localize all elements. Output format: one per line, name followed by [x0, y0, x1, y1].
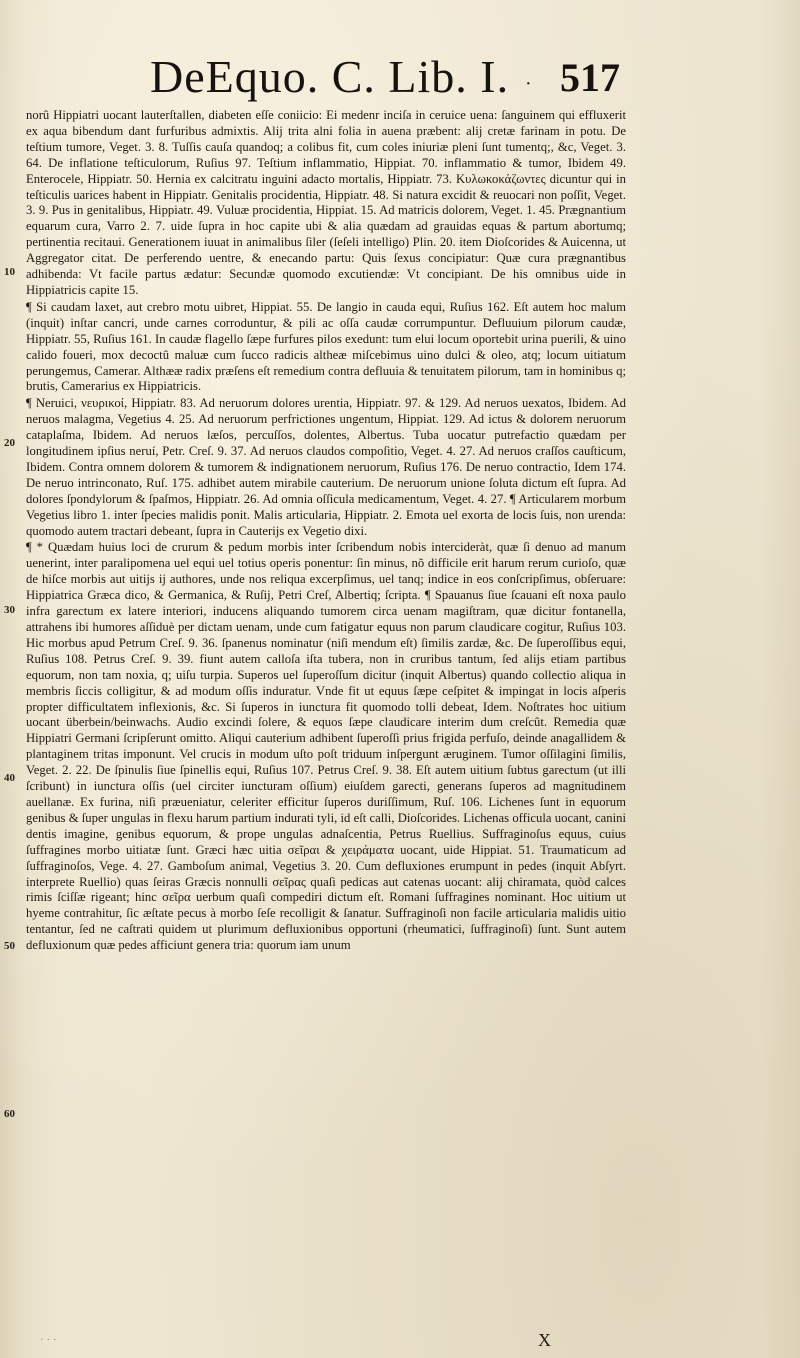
- signature-mark: X: [538, 1330, 551, 1350]
- margin-line-number: 20: [4, 437, 15, 449]
- page-number: 517: [560, 55, 620, 100]
- header-dot: ·: [525, 73, 532, 95]
- margin-line-number: 40: [4, 772, 15, 784]
- paragraph: norû Hippiatri uocant lauterſtallen, diabeten eſſe coniicio: Ei medenr inciſa in ceruice uena: ſanguinem qui effluxerit ex aqua bibendum dant furfuribus admixtis. Alij trita alni folia in auena præbent: alij cretæ farinam in potu. De teſtium tumore, Veget. 3. 8. Tuſſis cauſa quandoq; a colibus fit, cum coles iniuriæ pleni ſunt tumentq;, &c, Veget. 3. 64. De inflatione teſticulorum, Ruſius 97. Teſtium inflammatio, Hippiat. 70. inflammatio & tumor, Ibidem 49. Enterocele, Hippiatr. 50. Hernia ex calcitratu inguini adacto mortalis, Hippiatr. 73. Κυλωκοκάζωντες dicuntur qui in teſticulis uarices habent in Hippiatr. Genitalis procidentia, Hippiatr. 48. Si natura excidit & reuocari non poſſit, Veget. 3. 9. Pus in genitalibus, Hippiatr. 49. Vuluæ procidentia, Hippiat. 15. Ad matricis dolorem, Veget. 1. 45. Prægnantium equarum cura, Varro 2. 7. uide ſupra in hoc capite ubi & alia quædam ad grauidas equas & partum abortumq; pertinentia recitaui. Generationem iuuat in animalibus ſiler (ſeſeli intelligo) Plin. 20. item Dioſcorides & Auicenna, ut Aggregator citat. De perferendo uentre, & enecando partu: Quis ſexus concipiatur: Quæ cura prægnantibus adhibenda: Vt facile partus ædatur: Secundæ quomodo excutiendæ: Vt concipiant. De his omnibus uide in Hippiatricis capite 15.: [26, 108, 626, 297]
- paragraph: ¶ Neruici, νευρικοί, Hippiatr. 83. Ad neruorum dolores urentia, Hippiatr. 97. & 129. Ad neruos uexatos, Ibidem. Ad neruos malagma, Vegetius 4. 25. Ad neruorum perfrictiones ungentum, Hippiat. 129. Ad ictus & dolorem neruorum cataplaſma, Ibidem. Ad neruos læſos, percuſſos, dolentes, Albertus. Tuba uocatur putrefactio quædam per longitudinem ipſius neruí, Petr. Creſ. 9. 37. Ad neruos claudos compoſitio, Veget. 4. 27. Ad neruos craſſos cauſticum, Ibidem. Contra omnem dolorem & tumorem & indignationem neruorum, Ruſius 176. De neruo contractio, Idem 174. De neruo intrinconato, Ruſ. 175. adhibet autem mirabile cauterium. De neruorum unione ſoluta dictum eſt ſupra. Ad dolores ſpondylorum & ſpaſmos, Hippiatr. 26. Ad omnia oſſicula medicamentum, Veget. 4. 27. ¶ Articularem morbum Vegetius libro 1. inter ſpecies malidis ponit. Malis articularia, Hippiatr. 2. Emota uel exorta de locis ſuis, non urenda: quomodo autem tractari debeant, ſupra in Cauterijs ex Vegetio dixi.: [26, 396, 626, 538]
- margin-line-number: 50: [4, 940, 15, 952]
- paragraph: ¶ Si caudam laxet, aut crebro motu uibret, Hippiat. 55. De langio in cauda equi, Ruſius 162. Eſt autem hoc malum (inquit) inſtar cancri, unde carnes corroduntur, & pili ac oſſa caudæ corrumpuntur. Defluuium pilorum caudæ, Hippiatr. 55, Ruſius 161. In caudæ flagello ſæpe furfures pilos exedunt: tum elui locum oportebit urina puerili, & uino calido foueri, mox decoctû maluæ cum ſucco radicis altheæ miſcebimus uino dulci & oleo, atq; locum uitiatum perungemus, Camerar. Althææ radix præſens eſt remedium contra defluuia & tenuitatem pilorum, tam in hominibus q; brutis, Camerarius ex Hippiatricis.: [26, 299, 626, 394]
- corner-mark: · · ·: [40, 1334, 57, 1346]
- running-title: DeEquo. C. Lib. I.: [150, 51, 510, 102]
- margin-line-number: 30: [4, 604, 15, 616]
- body-text: [26, 108, 626, 955]
- margin-line-number: 60: [4, 1108, 15, 1120]
- margin-line-number: 10: [4, 266, 15, 278]
- page-header: [150, 48, 630, 106]
- paragraph: ¶ * Quædam huius loci de crurum & pedum morbis inter ſcribendum nobis intercideràt, quæ ſi denuo ad manum uenerint, inter paralipomena uel equi uel totius operis ponentur: ſin minus, nõ difficile erit harum rerum curioſo, quæ de hiſce morbis aut uitijs ij authores, unde nos reliqua excerpſimus, uel tanq; indice in eos conſcripſimus, obſeruare: Hippiatrica Græca dico, & Germanica, & Ruſij, Petri Creſ, Albertiq; ſcripta. ¶ Spauanus ſiue ſcauani eſt noxa paulo infra garectum ex latere interiori, inducens aliquando tumorem circa uenam magiſtram, quæ dicitur fontanella, attrahens ibi humores aſſiduè per dictam uenam, unde cum fatigatur equus non parum claudicare cogitur, Ruſius 103. Hic morbus apud Petrum Creſ. 9. 36. ſpanenus nominatur (niſi mendum eſt) ſimilis zardæ, &c. De ſuperoſſibus equi, Ruſius 108. Petrus Creſ. 9. 39. fiunt autem calloſa iſta tubera, non in cruribus tantum, ſed alijs etiam partibus equorum, non tam noxia, q; uiſu turpia. Superos uel ſuperoſſum dicitur (inquit Albertus) quando collectio aliqua in membris ſiccis colligitur, & ad modum oſſis induratur. Vnde fit ut equus ſæpe ceſpitet & impingat in locis aſperis propter difficultatem inflexionis, &c. Si ſuperos in iunctura fit quomodo tolli debeat, Idem. Noſtrates hoc uitium uocant überbein/beinwachs. Audio excindi ſolere, & equos ſæpe claudicare interim dum creſcût. Remedia quæ Hippiatri Germani ſcripſerunt omitto. Aliqui cauterium adhibent ſuperoſſi prius frigida perfuſo, deinde anagallidem & plantaginem tritas imponunt. Vel crucis in modum uſto poſt triduum inſpergunt æruginem. Tumor oſſilagini ſimilis, Veget. 2. 22. De ſpinulis ſiue ſpinellis equi, Ruſius 107. Petrus Creſ. 9. 38. Eſt autem uitium ſubtus garectum (ut illi ſcribunt) in iunctura oſſis (uel circiter iuncturam oſſium) eiuſdem garecti, generans ſuperos ad magnitudinem auellanæ. Ex furina, niſi præueniatur, celeriter efficitur ſuperos duriſſimum, Ruſ. 106. Lichenes ſunt in equorum genibus & ſuper ungulas in flexu harum partium indurati tyli, id eſt calli, Dioſcorides. Lichenas officula uocant, canini dentis imagine, genibus equorum, & prope ungulas adnaſcentia, Petrus Ruellius. Suffraginoſus equus, cuius ſuffragines morbo uitiatæ ſunt. Græci hæc uitia σεῖραι & χειράματα uocant, uide Hippiat. 51. Traumaticum ad ſuffraginoſos, Vege. 4. 27. Gamboſum animal, Vegetius 3. 20. Cum defluxiones erumpunt in pedes (inquit Abſyrt. interprete Ruellio) quas ſeiras Græcis nonnulli σεῖρας quaſi pedicas aut catenas uocant: alij chiramata, quòd calces rimis ſciſſæ rigeant; hinc σεῖρα uerbum quaſi compediri dictum eſt. Romani ſuffragines nominant. Hoc uitium ut hyeme contrahitur, ſic æſtate pecus à morbo ſeſe recolligit & ſanatur. Suffraginoſi non facile articularia malidis uitio tentantur, ſed ne caſtrati quidem ut plurimum defluxionibus opportuni (rheumatici, ſuffraginoſi) ſunt. Sunt autem defluxionum quæ pedes afficiunt genera tria: quorum iam unum: [26, 540, 626, 953]
